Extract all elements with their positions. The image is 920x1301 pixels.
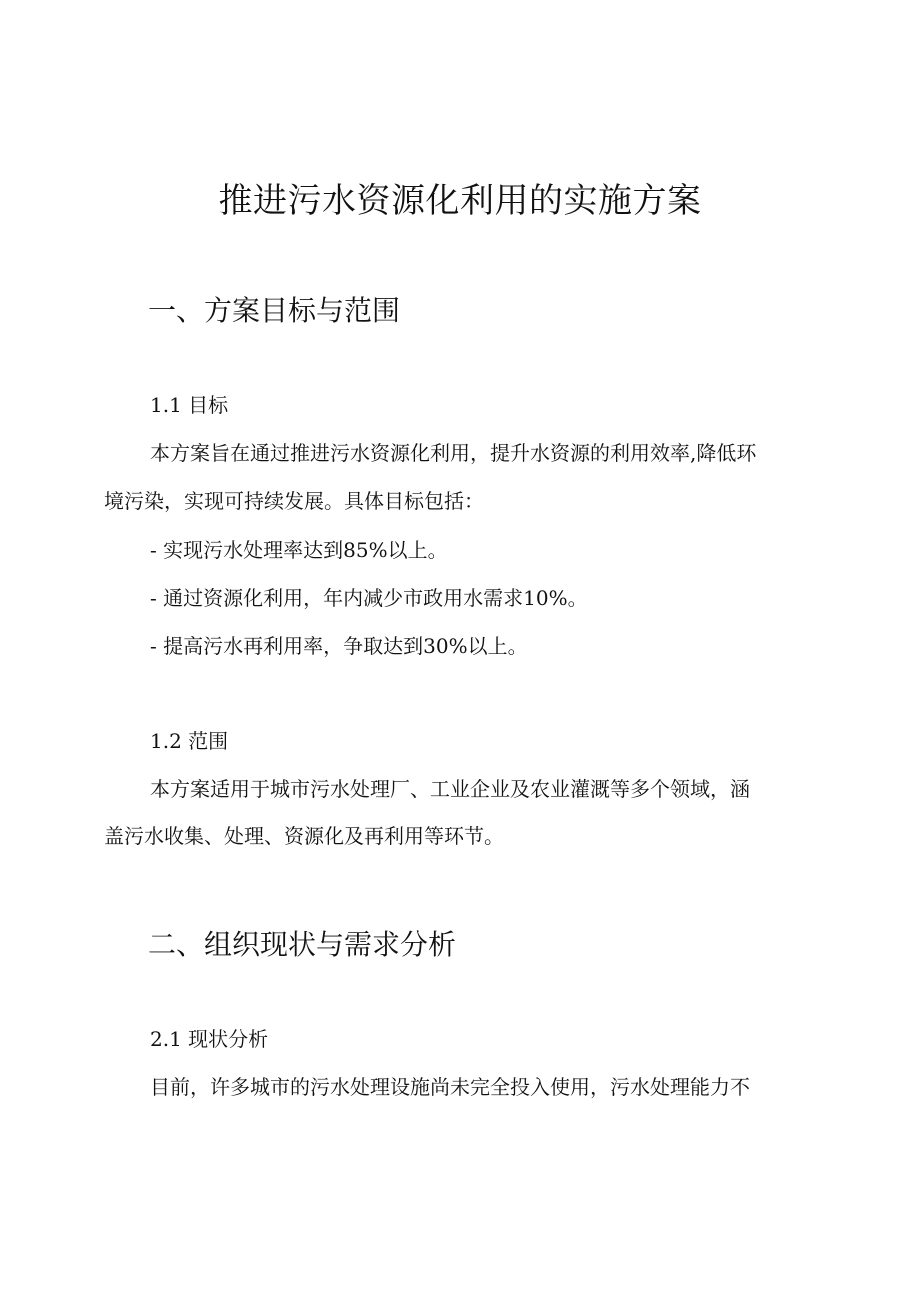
subsection-1-2-heading: 1.2 范围 xyxy=(150,729,229,753)
scope-paragraph-line-1: 本方案适用于城市污水处理厂、工业企业及农业灌溉等多个领域，涵 xyxy=(150,777,750,801)
section-2-heading: 二、组织现状与需求分析 xyxy=(148,928,457,961)
goal-bullet-3: - 提高污水再利用率，争取达到30%以上。 xyxy=(150,634,528,658)
subsection-1-1-heading: 1.1 目标 xyxy=(150,393,229,417)
goal-bullet-2: - 通过资源化利用，年内减少市政用水需求10%。 xyxy=(150,586,588,610)
goal-bullet-1: - 实现污水处理率达到85%以上。 xyxy=(150,538,448,562)
subsection-2-1-heading: 2.1 现状分析 xyxy=(150,1027,269,1051)
scope-paragraph-line-2: 盖污水收集、处理、资源化及再利用等环节。 xyxy=(104,824,504,848)
goal-paragraph-line-1: 本方案旨在通过推进污水资源化利用，提升水资源的利用效率,降低环 xyxy=(150,441,757,465)
section-1-heading: 一、方案目标与范围 xyxy=(148,294,401,327)
goal-paragraph-line-2: 境污染，实现可持续发展。具体目标包括： xyxy=(104,489,484,513)
document-title: 推进污水资源化利用的实施方案 xyxy=(218,181,702,221)
status-paragraph-line-1: 目前，许多城市的污水处理设施尚未完全投入使用，污水处理能力不 xyxy=(150,1075,750,1099)
